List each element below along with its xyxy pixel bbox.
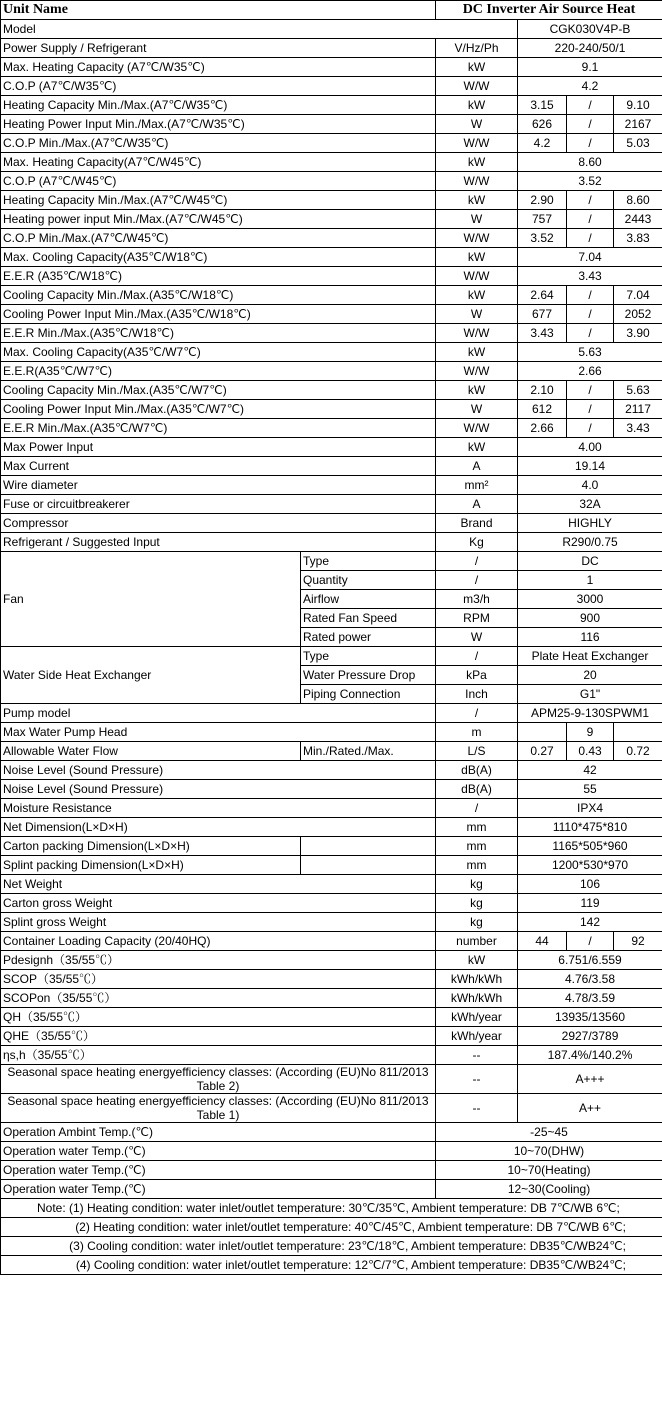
row-unit: kW [436,343,518,362]
row-value: 55 [518,780,662,799]
power-supply-label: Power Supply / Refrigerant [1,39,436,58]
row-unit: kg [436,913,518,932]
separator: / [567,324,614,343]
separator: / [567,229,614,248]
row-label: E.E.R (A35℃/W18℃) [1,267,436,286]
row-label: Max. Heating Capacity(A7℃/W45℃) [1,153,436,172]
spec-row [1,172,662,191]
row-label: Heating Capacity Min./Max.(A7℃/W35℃) [1,96,436,115]
note-text: (3) Cooling condition: water inlet/outlet temperature: 23℃/18℃, Ambient temperature: DB35℃/WB24℃; [1,1237,662,1256]
row-unit: kWh/kWh [436,989,518,1008]
spec-row [1,780,662,799]
spec-row [1,533,662,552]
row-unit: Brand [436,514,518,533]
row-value: IPX4 [518,799,662,818]
empty-cell [614,723,662,742]
max-value: 7.04 [614,286,662,305]
water-side-heat-exchanger-label: Water Side Heat Exchanger [1,647,301,704]
row-label: Heating Power Input Min./Max.(A7℃/W35℃) [1,115,436,134]
minmax-row [1,134,662,153]
row-unit: mm [436,856,518,875]
row-unit: kW [436,381,518,400]
max-flow: 0.72 [614,742,662,761]
row-unit: kW [436,153,518,172]
sub-label: Min./Rated./Max. [301,742,436,761]
max-value: 2167 [614,115,662,134]
row-unit: mm [436,818,518,837]
row-unit: Inch [436,685,518,704]
row-unit: W [436,115,518,134]
row-unit: W [436,210,518,229]
row-unit: kW [436,951,518,970]
min-value: 3.43 [518,324,567,343]
empty-cell [518,723,567,742]
row-value: 2.66 [518,362,662,381]
row-value: 10~70(DHW) [436,1142,662,1161]
max-heating-label: Max. Heating Capacity (A7℃/W35℃) [1,58,436,77]
row-value: -25~45 [436,1123,662,1142]
row-label: QHE（35/55℃） [1,1027,436,1046]
row-label: Noise Level (Sound Pressure) [1,780,436,799]
max-value: 5.63 [614,381,662,400]
row-label: Noise Level (Sound Pressure) [1,761,436,780]
row-value: 1 [518,571,662,590]
row-value: DC [518,552,662,571]
sub-label: Quantity [301,571,436,590]
max-value: 92 [614,932,662,951]
row-value: 20 [518,666,662,685]
row-value: 1165*505*960 [518,837,662,856]
spec-row [1,362,662,381]
max-value: 3.90 [614,324,662,343]
row-unit: m [436,723,518,742]
row-value: Plate Heat Exchanger [518,647,662,666]
spec-row [1,438,662,457]
row-unit: m3/h [436,590,518,609]
minmax-row [1,324,662,343]
row-value: 10~70(Heating) [436,1161,662,1180]
separator: / [567,400,614,419]
row-unit: mm [436,837,518,856]
fan-row [1,552,662,571]
row-label: Carton gross Weight [1,894,436,913]
cop-35-label: C.O.P (A7℃/W35℃) [1,77,436,96]
pump-model-row [1,704,662,723]
sub-label: Water Pressure Drop [301,666,436,685]
row-label: Compressor [1,514,436,533]
separator: / [567,115,614,134]
spec-row [1,1046,662,1065]
row-unit: kW [436,438,518,457]
row-unit: Kg [436,533,518,552]
row-value: 5.63 [518,343,662,362]
row-unit: W/W [436,324,518,343]
row-value: 119 [518,894,662,913]
minmax-row [1,229,662,248]
max-value: 2443 [614,210,662,229]
max-heating-row [1,58,662,77]
row-value: 7.04 [518,248,662,267]
note-row [1,1199,662,1218]
row-value: 32A [518,495,662,514]
row-label: Operation water Temp.(℃) [1,1142,436,1161]
spec-row [1,761,662,780]
spec-row [1,989,662,1008]
row-label: Pdesignh（35/55℃） [1,951,436,970]
seasonal-row [1,1065,662,1094]
spec-row [1,894,662,913]
min-value: 757 [518,210,567,229]
water-side-heat-exchanger-row [1,647,662,666]
row-label: Heating Capacity Min./Max.(A7℃/W45℃) [1,191,436,210]
empty-cell [301,856,436,875]
model-value: CGK030V4P-B [518,20,662,39]
container-row [1,932,662,951]
row-value: 3000 [518,590,662,609]
spec-row [1,856,662,875]
min-value: 2.90 [518,191,567,210]
row-label: Refrigerant / Suggested Input [1,533,436,552]
row-unit: number [436,932,518,951]
model-label: Model [1,20,518,39]
spec-row [1,913,662,932]
row-value: 42 [518,761,662,780]
power-supply-row [1,39,662,58]
min-value: 4.2 [518,134,567,153]
row-unit: kWh/kWh [436,970,518,989]
seasonal-row [1,1094,662,1123]
row-label: Heating power input Min./Max.(A7℃/W45℃) [1,210,436,229]
row-value: 187.4%/140.2% [518,1046,662,1065]
min-flow: 0.27 [518,742,567,761]
row-value: 900 [518,609,662,628]
separator: / [567,305,614,324]
spec-row [1,457,662,476]
row-value: R290/0.75 [518,533,662,552]
max-value: 2052 [614,305,662,324]
separator: / [567,381,614,400]
minmax-row [1,96,662,115]
row-label: Container Loading Capacity (20/40HQ) [1,932,436,951]
row-unit: dB(A) [436,780,518,799]
water-flow-row [1,742,662,761]
row-value: 13935/13560 [518,1008,662,1027]
row-label: Max Current [1,457,436,476]
cop-35-unit: W/W [436,77,518,96]
minmax-row [1,210,662,229]
row-label: E.E.R Min./Max.(A35℃/W7℃) [1,419,436,438]
row-value: 1200*530*970 [518,856,662,875]
row-label: Operation Ambint Temp.(℃) [1,1123,436,1142]
cop-35-value: 4.2 [518,77,662,96]
min-value: 3.15 [518,96,567,115]
row-value: 12~30(Cooling) [436,1180,662,1199]
min-value: 2.64 [518,286,567,305]
row-value: G1" [518,685,662,704]
spec-row [1,1008,662,1027]
row-unit: / [436,552,518,571]
row-unit: kWh/year [436,1027,518,1046]
minmax-row [1,115,662,134]
row-value: 9 [567,723,614,742]
separator: / [567,191,614,210]
row-unit: W [436,628,518,647]
row-label: Allowable Water Flow [1,742,301,761]
row-unit: kg [436,875,518,894]
spec-row [1,875,662,894]
row-label: E.E.R Min./Max.(A35℃/W18℃) [1,324,436,343]
row-unit: -- [436,1094,518,1123]
row-value: 106 [518,875,662,894]
cop-35-row [1,77,662,96]
min-value: 2.10 [518,381,567,400]
row-unit: kW [436,96,518,115]
row-label: C.O.P Min./Max.(A7℃/W45℃) [1,229,436,248]
max-value: 3.83 [614,229,662,248]
row-unit: A [436,457,518,476]
row-value: 8.60 [518,153,662,172]
power-supply-unit: V/Hz/Ph [436,39,518,58]
min-value: 3.52 [518,229,567,248]
row-value: 4.0 [518,476,662,495]
row-label: Carton packing Dimension(L×D×H) [1,837,301,856]
note-row [1,1237,662,1256]
separator: / [567,419,614,438]
row-unit: kWh/year [436,1008,518,1027]
sub-label: Airflow [301,590,436,609]
row-unit: / [436,647,518,666]
model-row [1,20,662,39]
max-value: 9.10 [614,96,662,115]
row-unit: RPM [436,609,518,628]
row-unit: kPa [436,666,518,685]
max-value: 3.43 [614,419,662,438]
min-value: 44 [518,932,567,951]
note-text: Note: (1) Heating condition: water inlet/outlet temperature: 30℃/35℃, Ambient temperature: DB 7℃/WB 6℃; [1,1199,662,1218]
unit-name-heading: Unit Name [1,1,436,20]
max-value: 5.03 [614,134,662,153]
max-heating-unit: kW [436,58,518,77]
separator: / [567,210,614,229]
spec-row [1,495,662,514]
spec-row [1,267,662,286]
minmax-row [1,381,662,400]
row-unit: -- [436,1065,518,1094]
row-value: 116 [518,628,662,647]
separator: / [567,932,614,951]
row-label: Fuse or circuitbreakerer [1,495,436,514]
row-label: E.E.R(A35℃/W7℃) [1,362,436,381]
note-text: (2) Heating condition: water inlet/outlet temperature: 40℃/45℃, Ambient temperature: DB 7℃/WB 6℃; [1,1218,662,1237]
row-unit: W/W [436,267,518,286]
sub-label: Piping Connection [301,685,436,704]
row-unit: W/W [436,134,518,153]
efficiency-class: A+++ [518,1065,662,1094]
spec-row [1,514,662,533]
row-value: 3.52 [518,172,662,191]
row-label: Cooling Capacity Min./Max.(A35℃/W18℃) [1,286,436,305]
separator: / [567,286,614,305]
row-unit: kW [436,286,518,305]
row-label: C.O.P Min./Max.(A7℃/W35℃) [1,134,436,153]
row-unit: -- [436,1046,518,1065]
row-label: Operation water Temp.(℃) [1,1180,436,1199]
row-label: Splint gross Weight [1,913,436,932]
minmax-row [1,191,662,210]
row-unit: A [436,495,518,514]
row-label: C.O.P (A7℃/W45℃) [1,172,436,191]
note-row [1,1256,662,1275]
row-value: 4.78/3.59 [518,989,662,1008]
row-label: Max Power Input [1,438,436,457]
min-value: 612 [518,400,567,419]
row-unit: L/S [436,742,518,761]
row-unit: W/W [436,419,518,438]
note-text: (4) Cooling condition: water inlet/outlet temperature: 12℃/7℃, Ambient temperature: DB35℃/WB24℃; [1,1256,662,1275]
power-supply-value: 220-240/50/1 [518,39,662,58]
row-value: 4.00 [518,438,662,457]
sub-label: Type [301,647,436,666]
sub-label: Rated Fan Speed [301,609,436,628]
spec-row [1,153,662,172]
empty-cell [301,837,436,856]
row-label: Cooling Power Input Min./Max.(A35℃/W18℃) [1,305,436,324]
max-value: 8.60 [614,191,662,210]
minmax-row [1,419,662,438]
row-value: APM25-9-130SPWM1 [518,704,662,723]
max-value: 2117 [614,400,662,419]
header-row [1,1,662,20]
sub-label: Type [301,552,436,571]
separator: / [567,134,614,153]
sub-label: Rated power [301,628,436,647]
min-value: 677 [518,305,567,324]
spec-row [1,248,662,267]
row-label: Net Dimension(L×D×H) [1,818,436,837]
row-value: 4.76/3.58 [518,970,662,989]
row-label: Wire diameter [1,476,436,495]
row-label: SCOP（35/55℃） [1,970,436,989]
row-value: HIGHLY [518,514,662,533]
row-unit: / [436,571,518,590]
spec-row [1,476,662,495]
row-value: 1110*475*810 [518,818,662,837]
row-label: Cooling Capacity Min./Max.(A35℃/W7℃) [1,381,436,400]
max-heating-value: 9.1 [518,58,662,77]
row-label: Max Water Pump Head [1,723,436,742]
operation-row [1,1123,662,1142]
row-unit: kg [436,894,518,913]
row-unit: dB(A) [436,761,518,780]
row-label: Max. Cooling Capacity(A35℃/W18℃) [1,248,436,267]
spec-row [1,818,662,837]
row-label: Max. Cooling Capacity(A35℃/W7℃) [1,343,436,362]
efficiency-class: A++ [518,1094,662,1123]
pump-head-row [1,723,662,742]
min-value: 626 [518,115,567,134]
row-unit: W/W [436,362,518,381]
row-unit: / [436,704,518,723]
minmax-row [1,400,662,419]
row-value: 6.751/6.559 [518,951,662,970]
operation-row [1,1180,662,1199]
fan-label: Fan [1,552,301,647]
row-unit: mm² [436,476,518,495]
product-heading: DC Inverter Air Source Heat [436,1,662,20]
spec-row [1,1027,662,1046]
row-label: Operation water Temp.(℃) [1,1161,436,1180]
row-label: Pump model [1,704,436,723]
spec-row [1,837,662,856]
row-value: 19.14 [518,457,662,476]
row-label: SCOPon（35/55℃） [1,989,436,1008]
row-label: ηs,h（35/55℃） [1,1046,436,1065]
spec-row [1,343,662,362]
row-label: Moisture Resistance [1,799,436,818]
row-value: 2927/3789 [518,1027,662,1046]
row-label: Splint packing Dimension(L×D×H) [1,856,301,875]
operation-row [1,1142,662,1161]
row-unit: W/W [436,172,518,191]
spec-row [1,970,662,989]
seasonal-label: Seasonal space heating energyefficiency classes: (According (EU)No 811/2013 Table 2) [1,1065,436,1094]
spec-row [1,951,662,970]
operation-row [1,1161,662,1180]
row-label: Net Weight [1,875,436,894]
row-label: QH（35/55℃） [1,1008,436,1027]
separator: / [567,96,614,115]
spec-row [1,799,662,818]
row-unit: W/W [436,229,518,248]
row-unit: W [436,305,518,324]
rated-flow: 0.43 [567,742,614,761]
row-unit: W [436,400,518,419]
row-unit: kW [436,248,518,267]
row-value: 142 [518,913,662,932]
row-value: 3.43 [518,267,662,286]
row-label: Cooling Power Input Min./Max.(A35℃/W7℃) [1,400,436,419]
row-unit: kW [436,191,518,210]
minmax-row [1,305,662,324]
note-row [1,1218,662,1237]
row-unit: / [436,799,518,818]
seasonal-label: Seasonal space heating energyefficiency classes: (According (EU)No 811/2013 Table 1) [1,1094,436,1123]
min-value: 2.66 [518,419,567,438]
minmax-row [1,286,662,305]
